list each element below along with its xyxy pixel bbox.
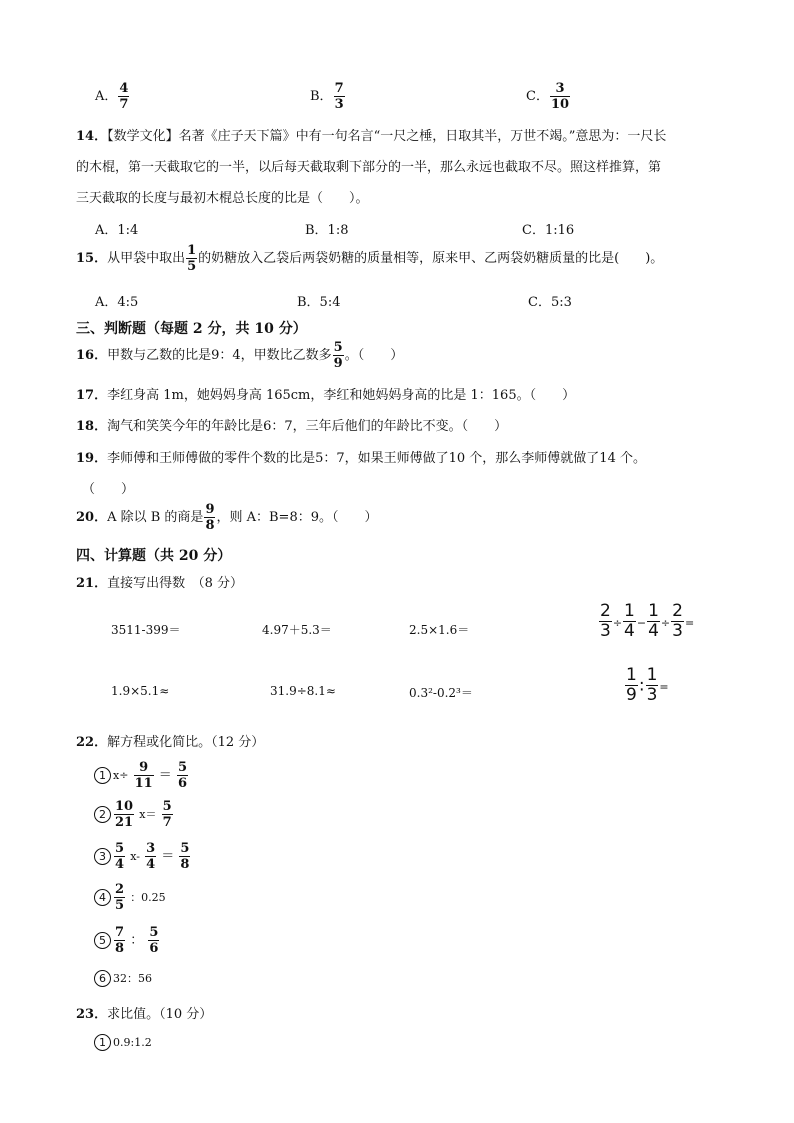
option-a: A． $\frac{4}{7}$: [95, 81, 129, 112]
fraction: $\frac{7}{3}$: [334, 81, 344, 112]
fraction: $\frac{1}{5}$: [187, 243, 197, 274]
equation-item: 1 x÷ $\frac{9}{11}$ ＝ $\frac{5}{6}$: [94, 761, 189, 790]
option-b: B．5:4: [297, 295, 341, 310]
fraction: $\frac{3}{10}$: [550, 81, 570, 112]
fraction: $\frac{9}{8}$: [205, 502, 215, 533]
fraction: $\frac{5}{8}$: [180, 841, 190, 872]
fraction: $\frac{7}{8}$: [115, 925, 125, 956]
fraction: $\frac{1}{3}$: [646, 665, 658, 705]
equation-item: 6 32：56: [94, 970, 152, 987]
equation-item: 3 $\frac{5}{4}$ x- $\frac{3}{4}$ ＝ $\frac{5}{8}$: [94, 842, 191, 871]
fraction: $\frac{5}{7}$: [162, 799, 172, 830]
section-title: 四、计算题（共 20 分）: [76, 548, 232, 564]
answer-bracket: （ ）: [82, 482, 135, 497]
question-14-line3: 三天截取的长度与最初木棍总长度的比是（ ）。: [76, 191, 369, 206]
circled-number: 2: [94, 806, 111, 823]
fraction: $\frac{9}{11}$: [134, 760, 153, 791]
question-21: 21．直接写出得数 （8 分）: [76, 576, 243, 591]
fraction: $\frac{5}{6}$: [149, 925, 159, 956]
question-18: 18．淘气和笑笑今年的年龄比是6：7，三年后他们的年龄比不变。（ ）: [76, 419, 508, 434]
fraction: $\frac{4}{7}$: [119, 81, 129, 112]
fraction: $\frac{10}{21}$: [115, 799, 134, 830]
option-b: B．1:8: [305, 223, 349, 238]
fraction: $\frac{5}{6}$: [177, 760, 187, 791]
calc-item: 2.5×1.6＝: [409, 623, 470, 637]
option-c: C． $\frac{3}{10}$: [526, 81, 570, 112]
circled-number: 3: [94, 848, 111, 865]
calc-item: 1.9×5.1≈: [111, 684, 170, 698]
question-22: 22．解方程或化简比。（12 分）: [76, 735, 265, 750]
ratio-item: 1 0.9:1.2: [94, 1034, 152, 1051]
question-14-line2: 的木棍，第一天截取它的一半，以后每天截取剩下部分的一半，那么永远也截取不尽。照这样推算，第: [76, 160, 662, 175]
option-c: C．1:16: [522, 223, 575, 238]
calc-item: 31.9÷8.1≈: [270, 684, 336, 698]
fraction: $\frac{2}{3}$: [672, 601, 683, 641]
option-a: A．1:4: [95, 223, 139, 238]
calc-expression: $\frac{1}{9}$ : $\frac{1}{3}$ =: [626, 665, 669, 705]
equation-item: 5 $\frac{7}{8}$ ： $\frac{5}{6}$: [94, 926, 160, 955]
calc-item: 0.3²-0.2³＝: [409, 686, 473, 700]
equation-item: 2 $\frac{10}{21}$ x＝ $\frac{5}{7}$: [94, 800, 174, 829]
circled-number: 4: [94, 889, 111, 906]
option-b: B． $\frac{7}{3}$: [310, 81, 344, 112]
fraction: $\frac{2}{5}$: [115, 882, 125, 913]
equation-item: 4 $\frac{2}{5}$ ：0.25: [94, 883, 166, 912]
question-20: 20．A 除以 B 的商是 $\frac{9}{8}$ ，则 A：B=8：9。（ ）: [76, 502, 378, 533]
calc-item: 3511-399＝: [111, 623, 181, 637]
calc-expression: $\frac{2}{3}$ ÷ $\frac{1}{4}$ − $\frac{1}{4}$ ÷ $\frac{2}{3}$ =: [600, 601, 695, 641]
option-a: A．4:5: [95, 295, 139, 310]
question-16: 16．甲数与乙数的比是9：4，甲数比乙数多 $\frac{5}{9}$ 。（ ）: [76, 340, 404, 371]
option-c: C．5:3: [528, 295, 572, 310]
fraction: $\frac{2}{3}$: [600, 601, 611, 641]
fraction: $\frac{1}{4}$: [624, 601, 635, 641]
circled-number: 5: [94, 932, 111, 949]
fraction: $\frac{1}{4}$: [648, 601, 659, 641]
fraction: $\frac{3}{4}$: [146, 841, 156, 872]
question-15: 15．从甲袋中取出 $\frac{1}{5}$ 的奶糖放入乙袋后两袋奶糖的质量相等，原来甲、乙两袋奶糖质量的比是( )。: [76, 243, 664, 274]
question-14-line1: 14．【数学文化】名著《庄子天下篇》中有一句名言“一尺之棰，日取其半，万世不竭。”意思为：一尺长: [76, 129, 667, 144]
circled-number: 1: [94, 767, 111, 784]
fraction: $\frac{5}{9}$: [333, 340, 343, 371]
question-17: 17．李红身高 1m，她妈妈身高 165cm，李红和她妈妈身高的比是 1：165。（ ）: [76, 388, 576, 403]
fraction: $\frac{1}{9}$: [626, 665, 637, 705]
circled-number: 1: [94, 1034, 111, 1051]
section-title: 三、判断题（每题 2 分，共 10 分）: [76, 321, 307, 337]
fraction: $\frac{5}{4}$: [115, 841, 125, 872]
circled-number: 6: [94, 970, 111, 987]
calc-item: 4.97＋5.3＝: [262, 623, 332, 637]
question-23: 23．求比值。（10 分）: [76, 1007, 213, 1022]
question-19: 19．李师傅和王师傅做的零件个数的比是5：7，如果王师傅做了10 个，那么李师傅就做了14 个。: [76, 451, 646, 466]
